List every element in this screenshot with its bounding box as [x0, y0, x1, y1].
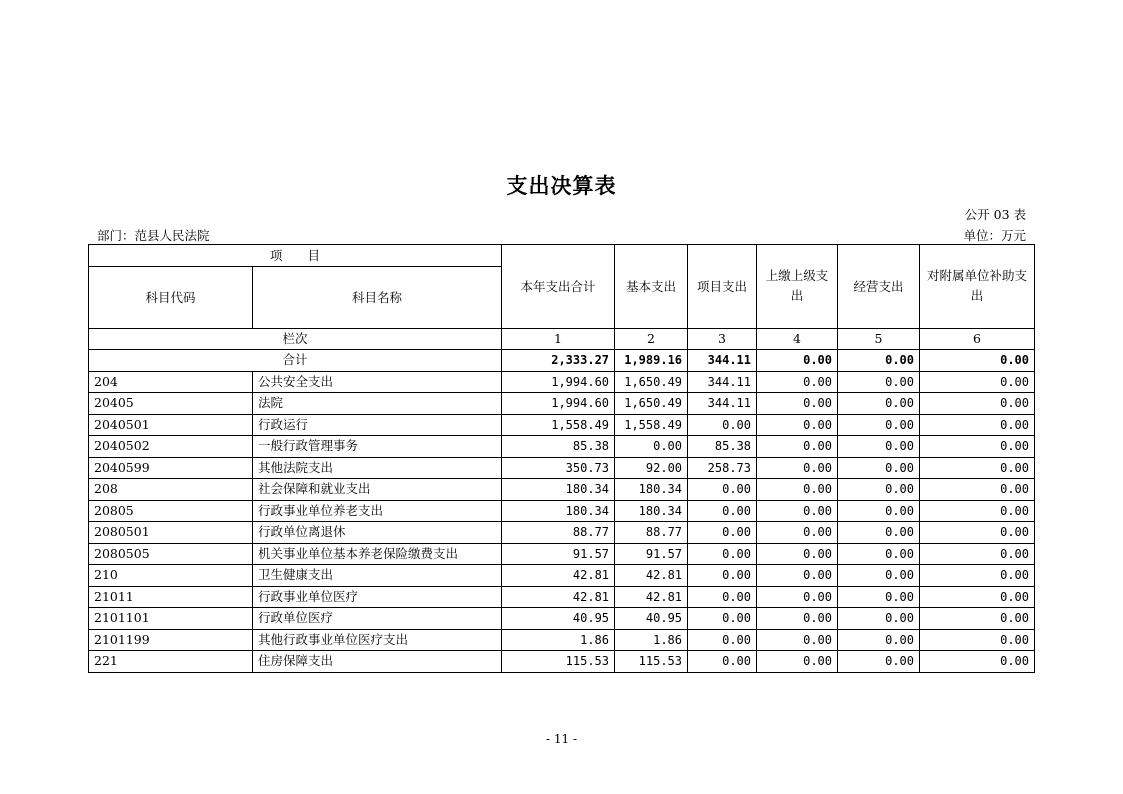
row-value: 0.00: [920, 436, 1035, 458]
row-name: 行政运行: [253, 414, 502, 436]
unit-label: 单位：万元: [963, 228, 1026, 243]
table-row: [89, 651, 1035, 673]
row-value: 0.00: [920, 371, 1035, 393]
row-code: 2040501: [89, 414, 253, 436]
header-name: 科目名称: [253, 266, 502, 328]
row-value: 180.34: [615, 500, 688, 522]
table-row: [89, 414, 1035, 436]
row-value: 180.34: [502, 479, 615, 501]
row-code: 2040599: [89, 457, 253, 479]
row-value: 0.00: [688, 522, 757, 544]
expenditure-table: [88, 244, 1035, 673]
total-value: 1,989.16: [615, 350, 688, 372]
row-code: 2101199: [89, 629, 253, 651]
row-name: 社会保障和就业支出: [253, 479, 502, 501]
header-col6: 对附属单位补助支出: [920, 245, 1035, 329]
row-code: 20805: [89, 500, 253, 522]
row-value: 0.00: [838, 436, 920, 458]
row-value: 0.00: [688, 629, 757, 651]
row-code: 221: [89, 651, 253, 673]
row-code: 204: [89, 371, 253, 393]
row-value: 344.11: [688, 393, 757, 415]
row-value: 0.00: [688, 543, 757, 565]
row-value: 1,994.60: [502, 371, 615, 393]
row-value: 0.00: [757, 414, 838, 436]
header-lanci: 栏次: [89, 328, 502, 350]
row-value: 0.00: [838, 629, 920, 651]
table-row: [89, 543, 1035, 565]
row-code: 2080501: [89, 522, 253, 544]
row-value: 0.00: [920, 565, 1035, 587]
row-value: 40.95: [502, 608, 615, 630]
table-row: [89, 393, 1035, 415]
row-value: 0.00: [920, 457, 1035, 479]
header-num-2: 2: [615, 328, 688, 350]
row-value: 0.00: [688, 651, 757, 673]
total-value: 0.00: [757, 350, 838, 372]
row-value: 88.77: [502, 522, 615, 544]
row-value: 115.53: [615, 651, 688, 673]
page-title: 支出决算表: [506, 173, 617, 198]
row-name: 法院: [253, 393, 502, 415]
row-value: 0.00: [757, 500, 838, 522]
row-value: 0.00: [920, 522, 1035, 544]
row-value: 0.00: [838, 479, 920, 501]
row-value: 85.38: [688, 436, 757, 458]
row-value: 91.57: [502, 543, 615, 565]
row-value: 258.73: [688, 457, 757, 479]
row-value: 0.00: [920, 543, 1035, 565]
header-col3: 项目支出: [688, 245, 757, 329]
row-value: 0.00: [757, 565, 838, 587]
row-value: 0.00: [838, 608, 920, 630]
row-code: 20405: [89, 393, 253, 415]
header-item: 项 目: [89, 245, 502, 267]
row-value: 0.00: [688, 565, 757, 587]
row-value: 0.00: [757, 543, 838, 565]
row-value: 0.00: [757, 393, 838, 415]
row-value: 0.00: [920, 608, 1035, 630]
total-value: 344.11: [688, 350, 757, 372]
row-code: 2101101: [89, 608, 253, 630]
header-num-3: 3: [688, 328, 757, 350]
row-value: 0.00: [920, 414, 1035, 436]
table-row: [89, 500, 1035, 522]
row-value: 0.00: [757, 479, 838, 501]
row-value: 88.77: [615, 522, 688, 544]
row-code: 210: [89, 565, 253, 587]
row-value: 40.95: [615, 608, 688, 630]
row-value: 0.00: [920, 629, 1035, 651]
row-value: 0.00: [757, 586, 838, 608]
total-value: 0.00: [838, 350, 920, 372]
row-name: 公共安全支出: [253, 371, 502, 393]
total-label: 合计: [89, 350, 502, 372]
row-code: 2080505: [89, 543, 253, 565]
header-code: 科目代码: [89, 266, 253, 328]
row-value: 0.00: [615, 436, 688, 458]
row-name: 机关事业单位基本养老保险缴费支出: [253, 543, 502, 565]
header-col4: 上缴上级支出: [757, 245, 838, 329]
total-value: 0.00: [920, 350, 1035, 372]
row-value: 0.00: [688, 479, 757, 501]
table-row: [89, 629, 1035, 651]
row-value: 0.00: [920, 500, 1035, 522]
row-value: 0.00: [838, 586, 920, 608]
row-value: 0.00: [920, 586, 1035, 608]
row-value: 0.00: [757, 629, 838, 651]
header-col1: 本年支出合计: [502, 245, 615, 329]
row-value: 115.53: [502, 651, 615, 673]
row-value: 0.00: [838, 371, 920, 393]
row-name: 行政单位医疗: [253, 608, 502, 630]
header-num-6: 6: [920, 328, 1035, 350]
row-value: 0.00: [688, 586, 757, 608]
row-name: 行政事业单位医疗: [253, 586, 502, 608]
row-value: 42.81: [615, 586, 688, 608]
department-label: 部门：范县人民法院: [97, 228, 210, 243]
row-value: 1,558.49: [502, 414, 615, 436]
row-name: 卫生健康支出: [253, 565, 502, 587]
row-value: 0.00: [757, 436, 838, 458]
row-name: 行政单位离退休: [253, 522, 502, 544]
row-code: 208: [89, 479, 253, 501]
table-row: [89, 457, 1035, 479]
row-code: 2040502: [89, 436, 253, 458]
row-value: 180.34: [615, 479, 688, 501]
row-value: 0.00: [920, 479, 1035, 501]
row-value: 85.38: [502, 436, 615, 458]
row-value: 42.81: [615, 565, 688, 587]
row-value: 91.57: [615, 543, 688, 565]
row-code: 21011: [89, 586, 253, 608]
header-col5: 经营支出: [838, 245, 920, 329]
row-value: 0.00: [920, 393, 1035, 415]
table-row: [89, 436, 1035, 458]
row-value: 0.00: [757, 457, 838, 479]
row-value: 0.00: [688, 500, 757, 522]
table-row: [89, 586, 1035, 608]
row-value: 0.00: [757, 608, 838, 630]
row-value: 0.00: [757, 371, 838, 393]
table-row: [89, 479, 1035, 501]
row-value: 0.00: [838, 651, 920, 673]
header-col2: 基本支出: [615, 245, 688, 329]
row-name: 住房保障支出: [253, 651, 502, 673]
header-num-4: 4: [757, 328, 838, 350]
row-name: 其他行政事业单位医疗支出: [253, 629, 502, 651]
row-value: 0.00: [838, 543, 920, 565]
row-value: 0.00: [838, 500, 920, 522]
row-value: 1,650.49: [615, 393, 688, 415]
row-value: 1.86: [502, 629, 615, 651]
row-name: 行政事业单位养老支出: [253, 500, 502, 522]
row-name: 其他法院支出: [253, 457, 502, 479]
row-value: 0.00: [757, 522, 838, 544]
total-row: [89, 350, 1035, 372]
row-value: 0.00: [757, 651, 838, 673]
row-value: 0.00: [688, 608, 757, 630]
row-value: 0.00: [838, 565, 920, 587]
row-value: 1,994.60: [502, 393, 615, 415]
page-number: - 11 -: [545, 732, 577, 746]
row-value: 92.00: [615, 457, 688, 479]
row-value: 1.86: [615, 629, 688, 651]
table-row: [89, 565, 1035, 587]
row-value: 0.00: [920, 651, 1035, 673]
table-row: [89, 608, 1035, 630]
table-row: [89, 522, 1035, 544]
row-value: 344.11: [688, 371, 757, 393]
table-code-note: 公开 03 表: [964, 207, 1026, 222]
row-value: 0.00: [838, 457, 920, 479]
row-value: 1,558.49: [615, 414, 688, 436]
row-name: 一般行政管理事务: [253, 436, 502, 458]
row-value: 0.00: [688, 414, 757, 436]
row-value: 1,650.49: [615, 371, 688, 393]
row-value: 180.34: [502, 500, 615, 522]
table-row: [89, 371, 1035, 393]
row-value: 42.81: [502, 586, 615, 608]
row-value: 350.73: [502, 457, 615, 479]
header-num-1: 1: [502, 328, 615, 350]
row-value: 0.00: [838, 414, 920, 436]
row-value: 0.00: [838, 393, 920, 415]
row-value: 0.00: [838, 522, 920, 544]
total-value: 2,333.27: [502, 350, 615, 372]
row-value: 42.81: [502, 565, 615, 587]
header-num-5: 5: [838, 328, 920, 350]
